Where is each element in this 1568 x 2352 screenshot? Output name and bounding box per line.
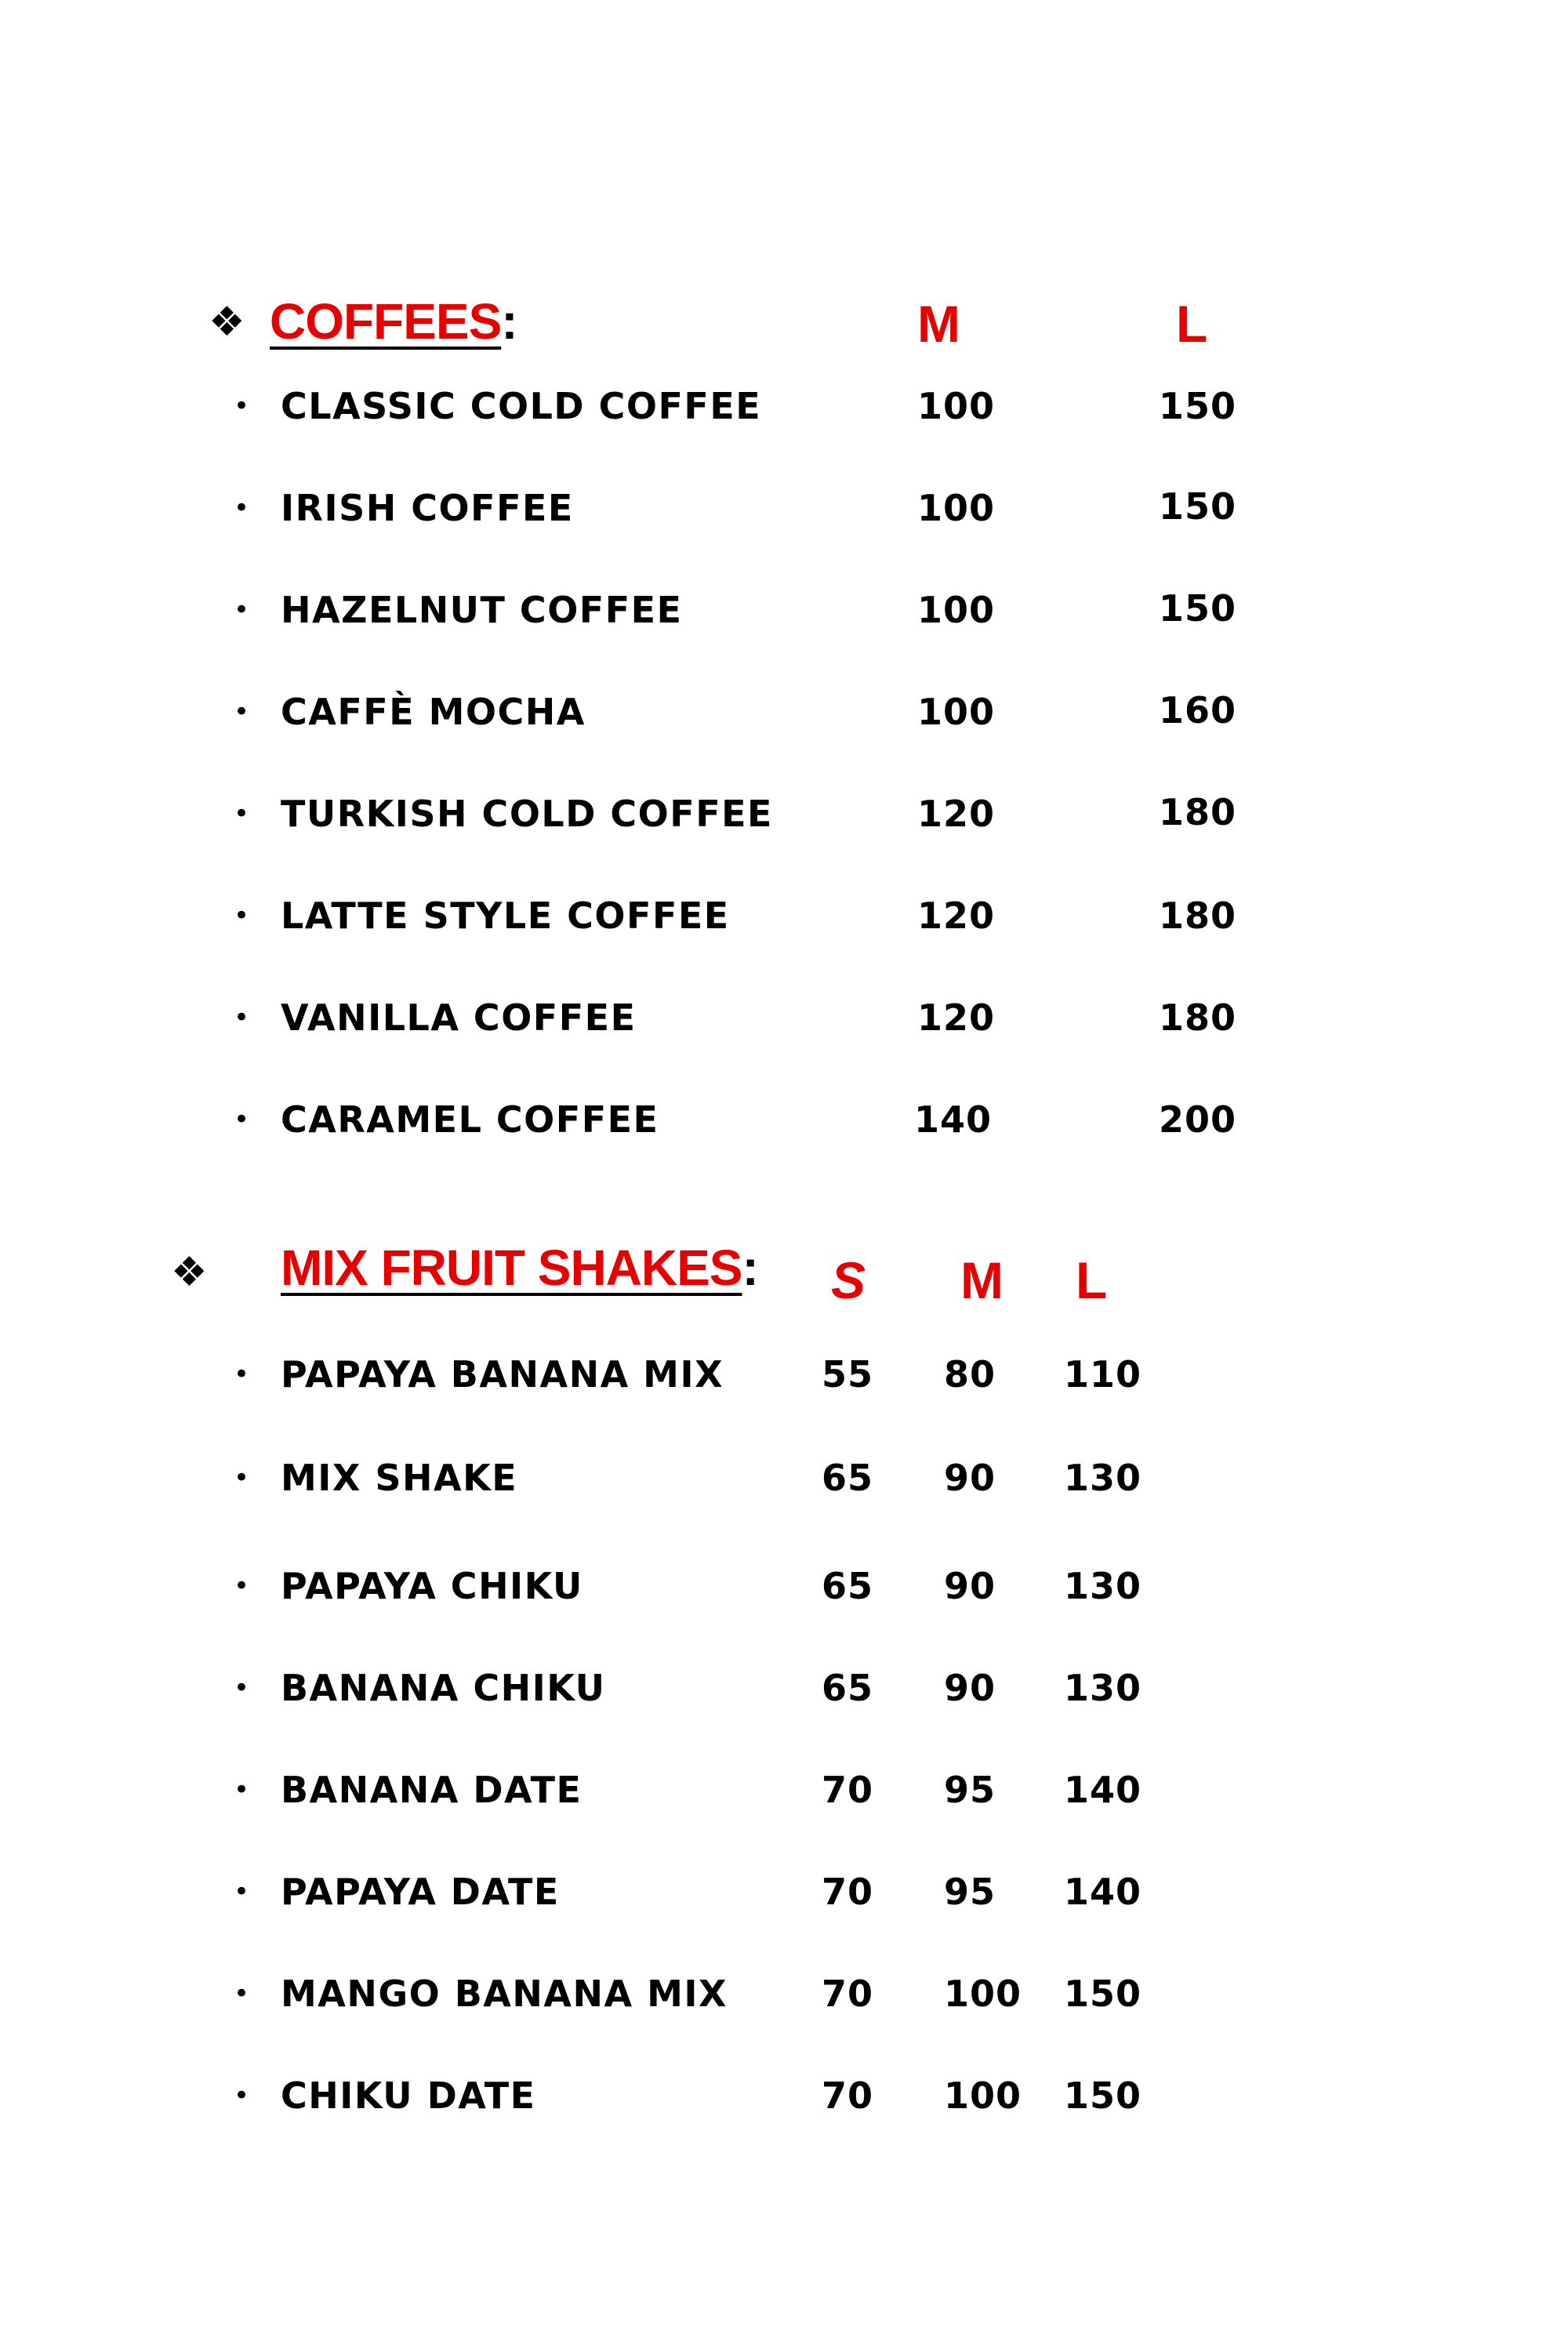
shake-price-s: 70 bbox=[822, 2074, 874, 2117]
coffee-item-name: CLASSIC COLD COFFEE bbox=[281, 385, 762, 427]
coffee-item-name: VANILLA COFFEE bbox=[281, 996, 637, 1039]
list-bullet: • bbox=[234, 1570, 250, 1602]
shake-item-name: BANANA DATE bbox=[281, 1769, 583, 1811]
coffee-item-name: IRISH COFFEE bbox=[281, 487, 574, 529]
shake-price-l: 150 bbox=[1064, 2074, 1142, 2117]
shake-price-s: 65 bbox=[822, 1667, 874, 1709]
shake-price-l: 130 bbox=[1064, 1667, 1142, 1709]
coffee-item-name: CAFFÈ MOCHA bbox=[281, 691, 586, 733]
coffee-price-l: 150 bbox=[1159, 485, 1237, 528]
shake-price-s: 55 bbox=[822, 1353, 874, 1396]
shakes-title-colon: : bbox=[742, 1240, 758, 1296]
coffee-price-m: 120 bbox=[917, 996, 996, 1039]
shake-price-s: 70 bbox=[822, 1871, 874, 1913]
section-title-shakes bbox=[281, 1240, 758, 1296]
coffee-price-m: 100 bbox=[917, 691, 996, 733]
shakes-column-s: S bbox=[831, 1251, 866, 1309]
coffee-item-name: CARAMEL COFFEE bbox=[281, 1098, 659, 1141]
shake-price-m: 95 bbox=[944, 1769, 996, 1811]
shake-price-l: 130 bbox=[1064, 1457, 1142, 1499]
coffee-item-name: TURKISH COLD COFFEE bbox=[281, 793, 773, 835]
shake-price-l: 130 bbox=[1064, 1565, 1142, 1607]
coffee-price-m: 100 bbox=[917, 589, 996, 631]
shakes-column-l: L bbox=[1076, 1251, 1108, 1309]
shake-price-m: 90 bbox=[944, 1667, 996, 1709]
list-bullet: • bbox=[234, 1978, 250, 2009]
list-bullet: • bbox=[234, 1774, 250, 1806]
list-bullet: • bbox=[234, 390, 250, 422]
list-bullet: • bbox=[234, 492, 250, 524]
list-bullet: • bbox=[234, 696, 250, 728]
coffees-column-m: M bbox=[917, 295, 960, 353]
list-bullet: • bbox=[234, 798, 250, 829]
list-bullet: • bbox=[234, 594, 250, 626]
coffee-price-l: 200 bbox=[1159, 1098, 1237, 1141]
shake-item-name: MIX SHAKE bbox=[281, 1457, 518, 1499]
shake-price-l: 150 bbox=[1064, 1973, 1142, 2015]
section-title-coffees bbox=[270, 293, 517, 350]
list-bullet: • bbox=[234, 1104, 250, 1135]
coffee-price-l: 180 bbox=[1159, 791, 1237, 833]
list-bullet: • bbox=[234, 1359, 250, 1390]
list-bullet: • bbox=[234, 1002, 250, 1033]
shake-price-l: 140 bbox=[1064, 1769, 1142, 1811]
shake-price-m: 90 bbox=[944, 1565, 996, 1607]
list-bullet: • bbox=[234, 1672, 250, 1704]
list-bullet: • bbox=[234, 1876, 250, 1907]
shake-price-l: 110 bbox=[1064, 1353, 1142, 1396]
shake-item-name: PAPAYA CHIKU bbox=[281, 1565, 583, 1607]
shake-price-m: 100 bbox=[944, 2074, 1022, 2117]
shake-price-s: 65 bbox=[822, 1565, 874, 1607]
coffee-price-m: 120 bbox=[917, 793, 996, 835]
section-bullet-icon: ❖ bbox=[171, 1249, 208, 1296]
shake-price-m: 80 bbox=[944, 1353, 996, 1396]
shake-item-name: CHIKU DATE bbox=[281, 2074, 536, 2117]
shake-item-name: PAPAYA BANANA MIX bbox=[281, 1353, 724, 1396]
shake-item-name: BANANA CHIKU bbox=[281, 1667, 606, 1709]
shake-price-s: 70 bbox=[822, 1769, 874, 1811]
shake-price-s: 70 bbox=[822, 1973, 874, 2015]
shake-price-m: 95 bbox=[944, 1871, 996, 1913]
coffee-item-name: HAZELNUT COFFEE bbox=[281, 589, 683, 631]
coffee-item-name: LATTE STYLE COFFEE bbox=[281, 895, 730, 937]
coffees-title-text: COFFEES bbox=[270, 293, 502, 350]
list-bullet: • bbox=[234, 2080, 250, 2111]
shake-price-m: 90 bbox=[944, 1457, 996, 1499]
coffee-price-l: 160 bbox=[1159, 689, 1237, 731]
coffee-price-l: 180 bbox=[1159, 895, 1237, 937]
shake-item-name: MANGO BANANA MIX bbox=[281, 1973, 728, 2015]
coffee-price-m: 140 bbox=[914, 1098, 993, 1141]
shake-item-name: PAPAYA DATE bbox=[281, 1871, 560, 1913]
list-bullet: • bbox=[234, 900, 250, 931]
coffee-price-m: 120 bbox=[917, 895, 996, 937]
coffee-price-l: 150 bbox=[1159, 587, 1237, 630]
shake-price-m: 100 bbox=[944, 1973, 1022, 2015]
coffee-price-l: 180 bbox=[1159, 996, 1237, 1039]
coffees-column-l: L bbox=[1176, 295, 1208, 353]
coffee-price-m: 100 bbox=[917, 487, 996, 529]
shake-price-l: 140 bbox=[1064, 1871, 1142, 1913]
shakes-column-m: M bbox=[960, 1251, 1004, 1309]
coffees-title-colon: : bbox=[501, 293, 517, 350]
list-bullet: • bbox=[234, 1462, 250, 1494]
coffee-price-l: 150 bbox=[1159, 385, 1237, 427]
shake-price-s: 65 bbox=[822, 1457, 874, 1499]
section-bullet-icon: ❖ bbox=[209, 299, 245, 346]
shakes-title-text: MIX FRUIT SHAKES bbox=[281, 1240, 742, 1296]
coffee-price-m: 100 bbox=[917, 385, 996, 427]
